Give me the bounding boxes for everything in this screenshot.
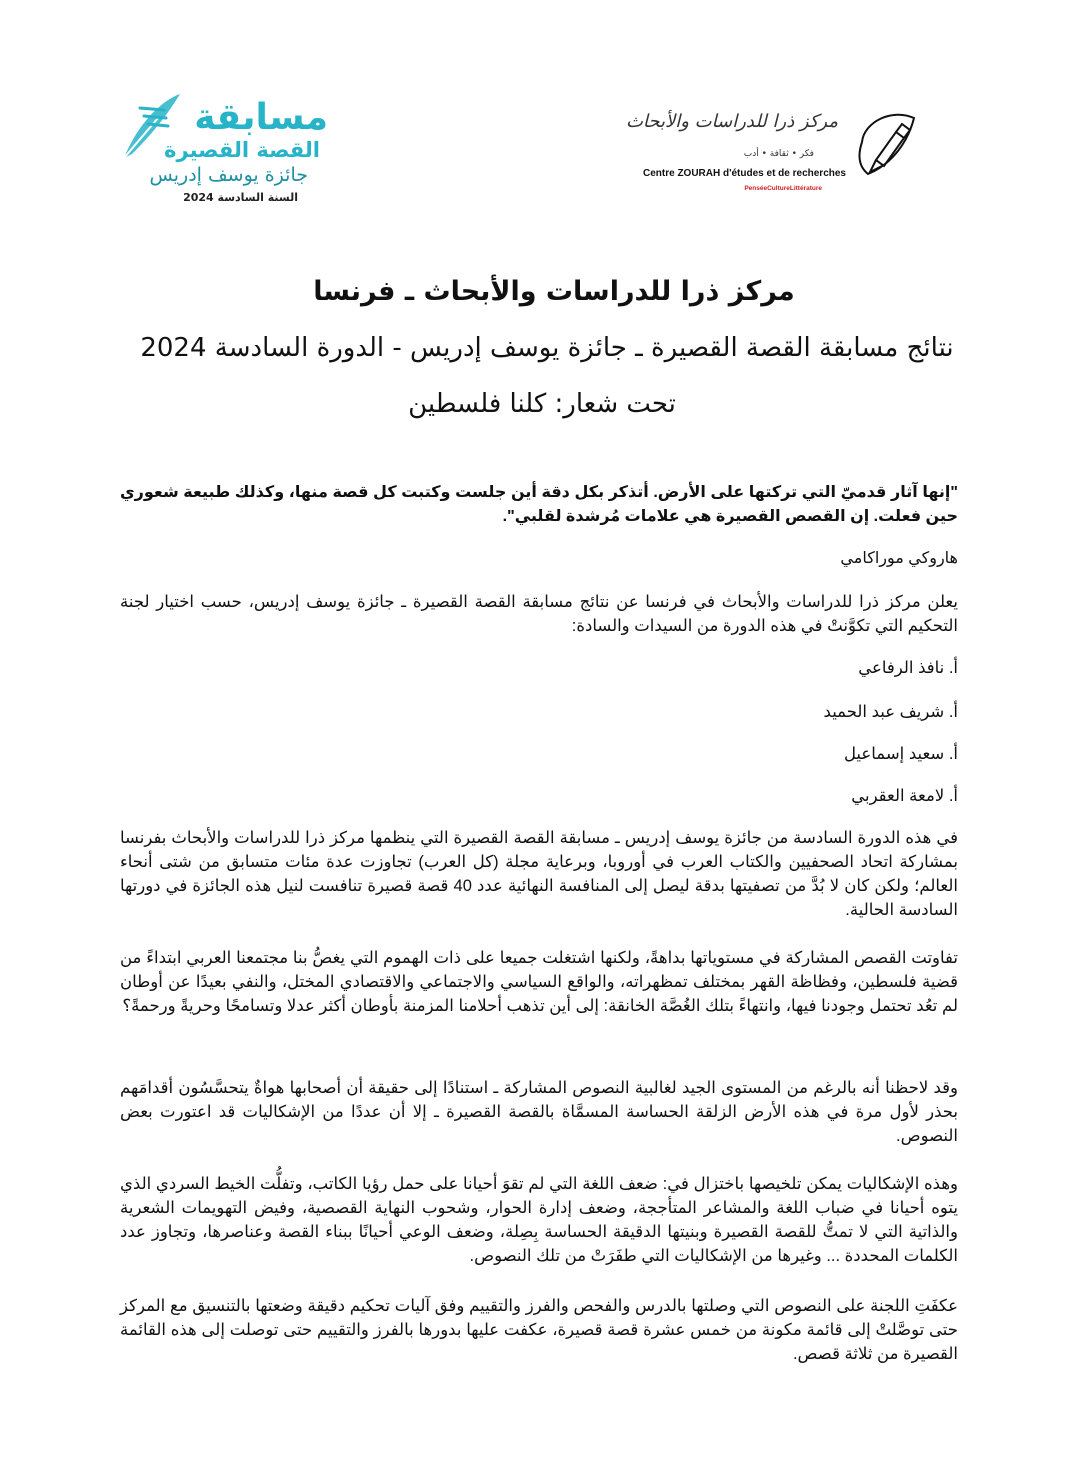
quality-paragraph: وقد لاحظنا أنه بالرغم من المستوى الجيد لغالبية النصوص المشاركة ـ استنادًا إلى حقيقة أن أصحابها هواةٌ يتحسَّسُون أقدامَهم بحذر لأول مرة في هذه الأرض الزلقة الحساسة المسمَّاة بالقصة القصيرة ـ إلا أن عددًا من الإشكاليات قد اعتورت بعض النصوص. — [120, 1079, 958, 1145]
document-motto: تحت شعار: كلنا فلسطين — [408, 389, 676, 419]
contest-logo-title: مسابقة — [194, 97, 328, 138]
document-title: مركز ذرا للدراسات والأبحاث ـ فرنسا — [313, 276, 795, 307]
center-logo-name-fr: Centre ZOURAH d'études et de recherches — [643, 168, 846, 179]
problems-paragraph: وهذه الإشكاليات يمكن تلخيصها باختزال في: ضعف اللغة التي لم تقوَ أحيانا على حمل رؤيا الكاتب، وتفلُّت الخيط السردي الذي يتوه أحيانا في ضباب اللغة والمشاعر المتأججة، وضعف إدارة الحوار، وشحوب النهاية القصصية، وفيض التهويمات الشعرية والذاتية التي لا تمتُّ للقصة القصيرة وبنيتها الدقيقة الحساسة بِصِلة، وضعف الوعي أحيانًا ببناء القصة وعناصرها، وتجاوز عدد الكلمات المحددة ... وغيرها من الإشكاليات التي طفَرَتْ من تلك النصوص. — [120, 1175, 958, 1265]
epigraph-quote: "إنها آثار قدميّ التي تركتها على الأرض. أتذكر بكل دقة أين جلست وكتبت كل قصة منها، وكذلك طبيعة شعوري حين فعلت. إن القصص القصيرة هي علامات مُرشدة لقلبي". — [120, 484, 958, 525]
pen-nib-icon — [852, 102, 922, 182]
process-paragraph: عكفَتِ اللجنة على النصوص التي وصلتها بالدرس والفحص والفرز والتقييم وفق آليات تحكيم دقيقة وضعتها بالتنسيق مع المركز حتى توصَّلتْ إلى قائمة مكونة من خمس عشرة قصة قصيرة، عكفت عليها بدورها بالفرز والتقييم حتى توصلت إلى هذه القائمة القصيرة من ثلاثة قصص. — [120, 1297, 958, 1363]
document-subtitle: نتائج مسابقة القصة القصيرة ـ جائزة يوسف إدريس - الدورة السادسة 2024 — [140, 333, 954, 363]
jury-member: أ. سعيد إسماعيل — [843, 745, 958, 763]
themes-paragraph: تفاوتت القصص المشاركة في مستوياتها بداهةً، ولكنها اشتغلت جميعا على ذات الهموم التي يغصُّ بنا مجتمعنا العربي ابتداءً من قضية فلسطين، وفظاظة القهر بمختلف تمظهراته، والواقع السياسي والاجتماعي والاقتصادي المختل، والنفي بعيدًا عن أوطان لم تعُد تحتمل وجودنا فيها، وانتهاءً بتلك الغُصَّة الخانقة: إلى أين تذهب أحلامنا المزمنة بأوطان أكثر عدلا وتسامحًا وحريةً ورحمةً؟ — [120, 949, 958, 1015]
jury-member: أ. نافذ الرفاعي — [858, 659, 958, 677]
jury-member: أ. شريف عبد الحميد — [823, 703, 958, 721]
center-logo-tagline-fr: PenséeCultureLittérature — [744, 185, 822, 192]
contest-logo-prize: جائزة يوسف إدريس — [149, 164, 308, 186]
center-logo — [625, 92, 922, 202]
center-logo-tagline-ar: فكر • ثقافة • أدب — [743, 149, 814, 159]
contest-logo-year: السنة السادسة 2024 — [183, 191, 298, 204]
center-logo-name-ar: مركز ذرا للدراسات والأبحاث — [625, 111, 838, 132]
epigraph-author: هاروكي موراكامي — [840, 550, 958, 567]
jury-member: أ. لامعة العقربي — [851, 787, 958, 805]
edition-paragraph: في هذه الدورة السادسة من جائزة يوسف إدريس ـ مسابقة القصة القصيرة التي ينظمها مركز ذرا للدراسات والأبحاث بفرنسا بمشاركة اتحاد الصحفيين والكتاب العرب في أوروبا، وبرعاية مجلة (كل العرب) تجاوزت عدة مئات متسابق من شتى أنحاء العالم؛ ولكن كان لا بُدَّ من تصفيتها بدقة ليصل إلى المنافسة النهائية عدد 40 قصة قصيرة تنافست لنيل هذه الجائزة في دورتها السادسة الحالية. — [120, 829, 958, 919]
announcement-paragraph: يعلن مركز ذرا للدراسات والأبحاث في فرنسا عن نتائج مسابقة القصة القصيرة ـ جائزة يوسف إدريس، حسب اختيار لجنة التحكيم التي تكوَّنتْ في هذه الدورة من السيدات والسادة: — [120, 593, 958, 635]
contest-logo — [118, 88, 338, 213]
contest-logo-subtitle: القصة القصيرة — [164, 138, 320, 162]
